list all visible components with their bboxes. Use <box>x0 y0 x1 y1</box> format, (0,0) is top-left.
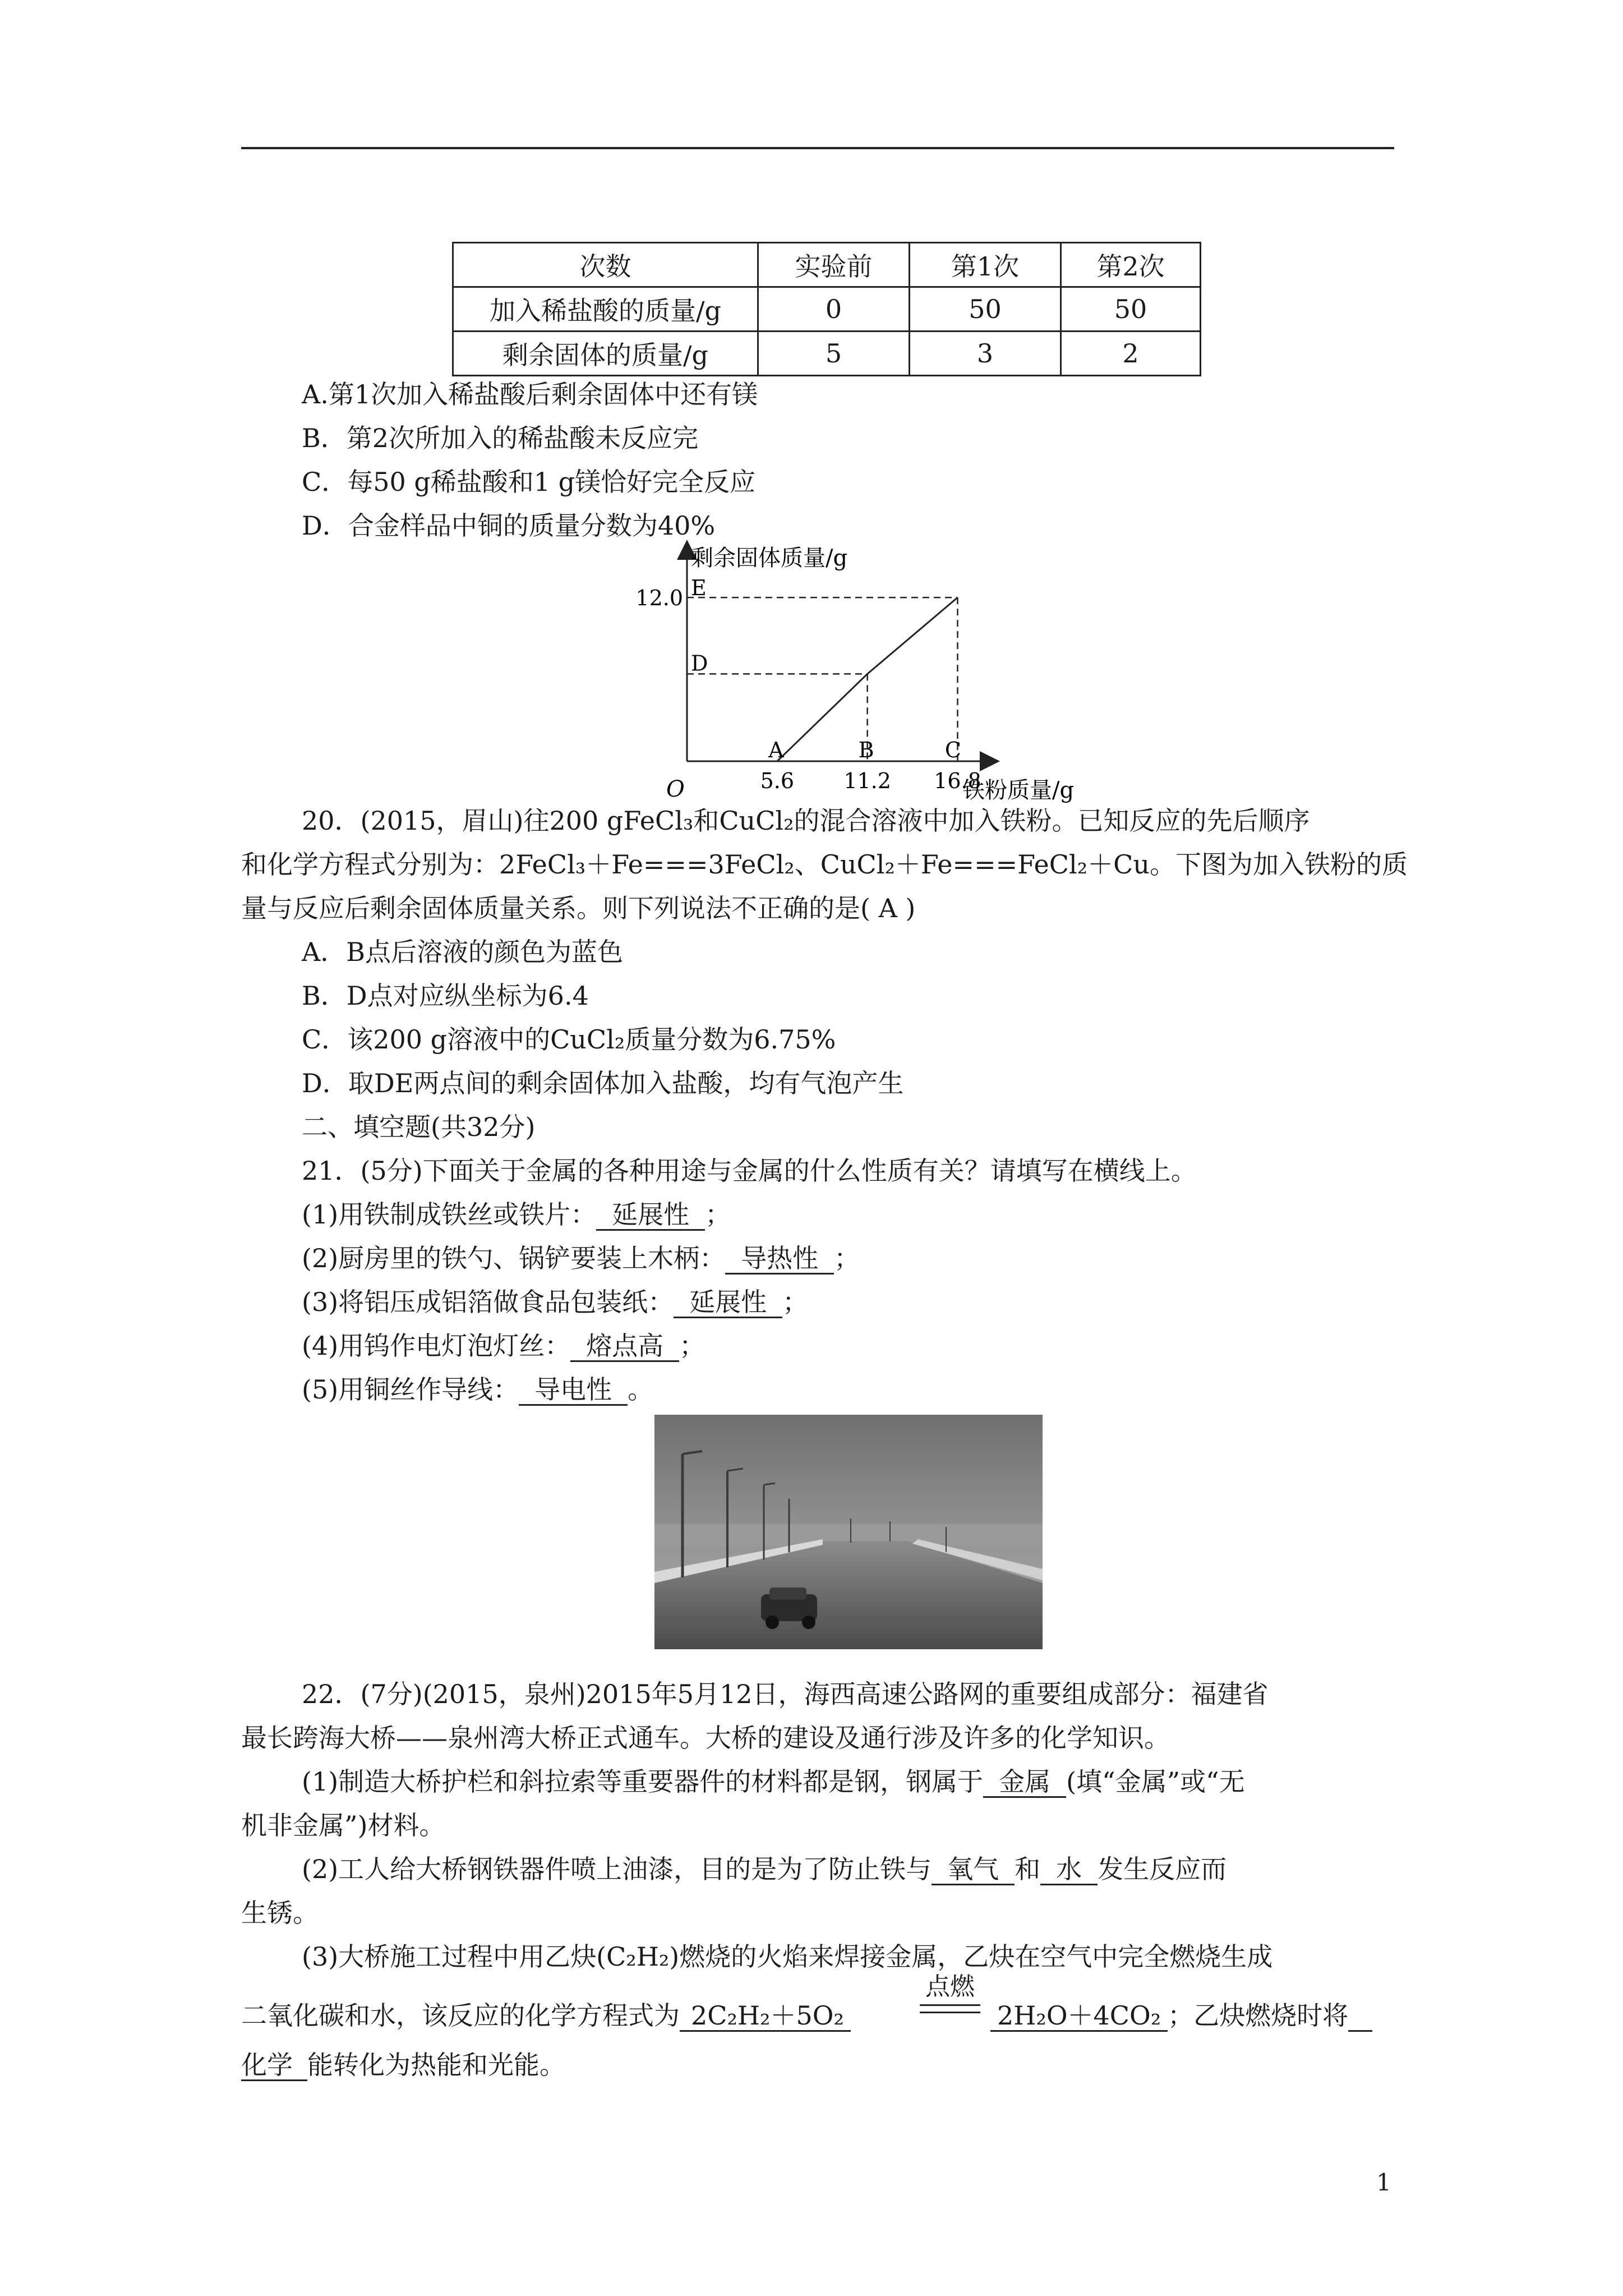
point-label-e: E <box>691 576 707 601</box>
q22-part-3-text-d: 能转化为热能和光能。 <box>307 2050 565 2080</box>
x-tick-label: 11.2 <box>843 769 891 793</box>
q21-item-2 <box>302 1244 860 1274</box>
point-label-d: D <box>691 651 708 676</box>
q22-part-3-equation-line <box>241 2001 851 2032</box>
q22-part-1-text-b: (填“金属”或“无 <box>1066 1766 1245 1797</box>
answer-blank: 延展性 <box>674 1288 782 1318</box>
q21-item-4 <box>302 1332 705 1362</box>
y-tick-label: 12.0 <box>635 586 683 611</box>
table-cell: 剩余固体的质量/g <box>453 332 758 376</box>
q22-part-3-text-c: ；乙炔燃烧时将 <box>1168 2000 1349 2031</box>
table-cell: 50 <box>910 287 1061 332</box>
q21-item-end: ； <box>679 1331 706 1361</box>
q21-item-end: ； <box>705 1199 731 1230</box>
table-header-row <box>453 243 1201 287</box>
q21-item-end: ； <box>782 1287 809 1317</box>
q21-item-3 <box>302 1288 808 1318</box>
q20-stem-line-3: 量与反应后剩余固体质量关系。则下列说法不正确的是( A ) <box>241 893 916 923</box>
table-cell: 加入稀盐酸的质量/g <box>453 287 758 332</box>
answer-blank: 氧气 <box>932 1855 1015 1885</box>
q20-option-b: B．D点对应纵坐标为6.4 <box>302 981 589 1011</box>
q21-item-text: (2)厨房里的铁勺、锅铲要装上木柄： <box>302 1243 726 1273</box>
q19-option-c: C．每50 g稀盐酸和1 g镁恰好完全反应 <box>302 467 756 497</box>
q20-option-c: C．该200 g溶液中的CuCl₂质量分数为6.75% <box>302 1024 836 1055</box>
q20-stem-line-1: 20．(2015，眉山)往200 gFeCl₃和CuCl₂的混合溶液中加入铁粉。已知反应的先后顺序 <box>302 806 1310 836</box>
q22-part-2-cont: 生锈。 <box>241 1898 319 1928</box>
q21-item-1 <box>302 1200 731 1231</box>
iron-powder-chart <box>617 539 1122 808</box>
table-cell: 50 <box>1061 287 1201 332</box>
reaction-condition <box>920 1972 980 2013</box>
answer-blank: 导电性 <box>519 1375 628 1406</box>
q22-part-3: (3)大桥施工过程中用乙炔(C₂H₂)燃烧的火焰来焊接金属，乙炔在空气中完全燃烧生成 <box>302 1941 1273 1972</box>
answer-blank: 导热性 <box>725 1244 834 1274</box>
condition-label: 点燃 <box>925 1972 975 2001</box>
q22-part-2-text-b: 发生反应而 <box>1098 1854 1227 1884</box>
table-cell: 0 <box>758 287 910 332</box>
q21-item-end: 。 <box>628 1374 654 1405</box>
x-tick-label: 5.6 <box>760 769 795 793</box>
q22-part-1 <box>302 1768 1245 1798</box>
q19-option-d: D．合金样品中铜的质量分数为40% <box>302 510 716 541</box>
table-cell: 2 <box>1061 332 1201 376</box>
answer-blank: 金属 <box>983 1768 1066 1798</box>
equation-left: 2C₂H₂＋5O₂ <box>680 2001 851 2032</box>
header-rule <box>241 147 1394 149</box>
answer-blank: 熔点高 <box>570 1332 679 1362</box>
bridge-photo <box>654 1415 1043 1649</box>
x-axis-label: 铁粉质量/g <box>962 777 1075 803</box>
q21-item-end: ； <box>834 1243 860 1273</box>
table-header-cell: 第1次 <box>910 243 1061 287</box>
q20-option-d: D．取DE两点间的剩余固体加入盐酸，均有气泡产生 <box>302 1068 904 1098</box>
table-cell: 3 <box>910 332 1061 376</box>
table-row <box>453 332 1201 376</box>
q21-stem: 21．(5分)下面关于金属的各种用途与金属的什么性质有关？请填写在横线上。 <box>302 1156 1197 1186</box>
experiment-table <box>452 242 1201 376</box>
q22-part-3-equation-right <box>990 2001 1372 2032</box>
equation-right: 2H₂O＋4CO₂ <box>990 2001 1168 2032</box>
y-axis-label: 剩余固体质量/g <box>691 545 848 571</box>
section-heading: 二、填空题(共32分) <box>302 1112 536 1142</box>
q22-part-2 <box>302 1855 1227 1885</box>
answer-blank: 化学 <box>241 2051 307 2081</box>
q22-part-1-text: (1)制造大桥护栏和斜拉索等重要器件的材料都是钢，钢属于 <box>302 1766 984 1797</box>
table-row <box>453 287 1201 332</box>
q22-part-2-text: (2)工人给大桥钢铁器件喷上油漆，目的是为了防止铁与 <box>302 1854 932 1884</box>
equals-sign <box>920 2004 980 2013</box>
point-label-c: C <box>944 738 962 762</box>
point-label-b: B <box>858 738 874 762</box>
table-cell: 5 <box>758 332 910 376</box>
q21-item-text: (1)用铁制成铁丝或铁片： <box>302 1199 597 1230</box>
q21-item-5 <box>302 1375 653 1406</box>
q22-part-1-cont: 机非金属”)材料。 <box>241 1810 445 1841</box>
q22-part-3-text: 二氧化碳和水，该反应的化学方程式为 <box>241 2000 680 2031</box>
origin-label: O <box>666 776 685 802</box>
q20-stem-line-2: 和化学方程式分别为：2FeCl₃＋Fe===3FeCl₂、CuCl₂＋Fe===FeCl₂＋Cu。下图为加入铁粉的质 <box>241 849 1408 880</box>
q21-item-text: (3)将铝压成铝箔做食品包装纸： <box>302 1287 674 1317</box>
q22-stem-line-2: 最长跨海大桥——泉州湾大桥正式通车。大桥的建设及通行涉及许多的化学知识。 <box>241 1723 1170 1753</box>
page-number: 1 <box>1376 2169 1391 2196</box>
x-tick-label: 16.8 <box>934 769 981 793</box>
table-header-cell: 次数 <box>453 243 758 287</box>
point-label-a: A <box>768 738 784 762</box>
table-header-cell: 实验前 <box>758 243 910 287</box>
answer-blank-start <box>1348 2001 1372 2032</box>
q21-item-text: (5)用铜丝作导线： <box>302 1374 519 1405</box>
q20-option-a: A．B点后溶液的颜色为蓝色 <box>302 937 624 967</box>
q22-part-2-mid: 和 <box>1015 1854 1041 1884</box>
q21-item-text: (4)用钨作电灯泡灯丝： <box>302 1331 571 1361</box>
answer-blank: 水 <box>1040 1855 1098 1885</box>
q19-option-b: B．第2次所加入的稀盐酸未反应完 <box>302 423 699 453</box>
q19-option-a: A.第1次加入稀盐酸后剩余固体中还有镁 <box>302 379 758 409</box>
q22-part-3-cont <box>241 2051 565 2081</box>
table-header-cell: 第2次 <box>1061 243 1201 287</box>
answer-blank: 延展性 <box>596 1200 705 1231</box>
q22-stem-line-1: 22．(7分)(2015，泉州)2015年5月12日，海西高速公路网的重要组成部分：福建省 <box>302 1679 1269 1709</box>
